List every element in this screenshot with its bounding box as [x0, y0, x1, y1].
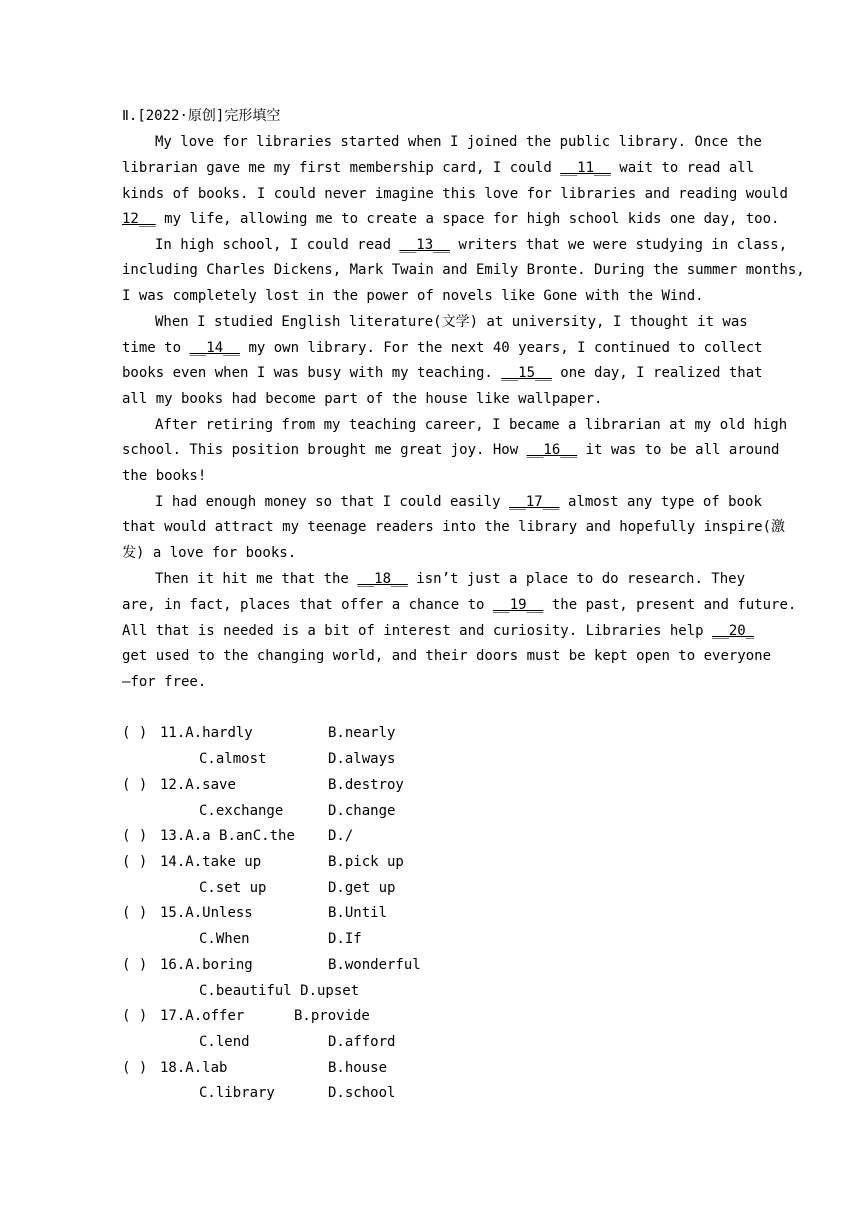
option-d: D./: [328, 828, 354, 844]
option-d: D.change: [328, 803, 396, 819]
blank-15: __15__: [501, 365, 552, 381]
blank-20: __20_: [712, 623, 755, 639]
passage-line: 发) a love for books.: [122, 545, 297, 561]
passage-line: I was completely lost in the power of novels like Gone with the Wind.: [122, 288, 704, 304]
passage-line: When I studied English literature(文学) at university, I thought it was: [155, 314, 748, 330]
passage-line: Then it hit me that the __18__ isn’t just a place to do research. They: [155, 571, 746, 587]
option-d: D.If: [328, 931, 362, 947]
passage-line: kinds of books. I could never imagine this love for libraries and reading would: [122, 186, 788, 202]
passage-line: —for free.: [122, 674, 207, 690]
blank-11: __11__: [560, 160, 611, 176]
question-number: 17.A.offer: [160, 1008, 245, 1024]
answer-paren[interactable]: ( ): [122, 905, 148, 921]
option-b: B.wonderful: [328, 957, 421, 973]
passage-line: 12__ my life, allowing me to create a space for high school kids one day, too.: [122, 211, 780, 227]
option-b: B.destroy: [328, 777, 404, 793]
question-number: 13.A.a B.anC.the: [160, 828, 295, 844]
passage-line: After retiring from my teaching career, I became a librarian at my old high: [155, 417, 788, 433]
answer-paren[interactable]: ( ): [122, 828, 148, 844]
answer-paren[interactable]: ( ): [122, 854, 148, 870]
passage-line: My love for libraries started when I joined the public library. Once the: [155, 134, 762, 150]
option-a: A.hardly: [185, 725, 253, 741]
option-a: A.Unless: [185, 905, 253, 921]
answer-paren[interactable]: ( ): [122, 957, 148, 973]
option-c: C.set up: [199, 880, 267, 896]
question-number: 14.A.take up: [160, 854, 262, 870]
passage-line: school. This position brought me great joy. How __16__ it was to be all around: [122, 442, 780, 458]
question-number: 15.A.Unless: [160, 905, 253, 921]
option-c: C.library: [199, 1085, 275, 1101]
section-header: Ⅱ.[2022·原创]完形填空: [122, 108, 281, 124]
option-c: C.When: [199, 931, 250, 947]
option-d: D.get up: [328, 880, 396, 896]
option-a: A.boring: [185, 957, 253, 973]
option-b: B.house: [328, 1060, 388, 1076]
question-number: 16.A.boring: [160, 957, 253, 973]
blank-14: __14__: [189, 340, 241, 356]
passage-line: time to __14__ my own library. For the next 40 years, I continued to collect: [122, 340, 763, 356]
passage-line: are, in fact, places that offer a chance to __19__ the past, present and future.: [122, 597, 797, 613]
passage-line: books even when I was busy with my teaching. __15__ one day, I realized that: [122, 365, 763, 381]
passage-line: librarian gave me my first membership card, I could __11__ wait to read all: [122, 160, 755, 176]
blank-12: 12__: [122, 211, 156, 227]
option-b: B.pick up: [328, 854, 404, 870]
option-b: B.nearly: [328, 725, 396, 741]
passage-line: including Charles Dickens, Mark Twain and Emily Bronte. During the summer months,: [122, 262, 805, 278]
option-cd: C.beautiful D.upset: [199, 983, 360, 999]
question-number: 18.A.lab: [160, 1060, 228, 1076]
blank-13: __13__: [399, 237, 451, 253]
passage-line: I had enough money so that I could easily __17__ almost any type of book: [155, 494, 762, 510]
passage-line: All that is needed is a bit of interest and curiosity. Libraries help __20_: [122, 623, 755, 639]
blank-16: __16__: [526, 442, 578, 458]
answer-paren[interactable]: ( ): [122, 725, 148, 741]
option-a: A.lab: [185, 1060, 228, 1076]
option-a: A.save: [185, 777, 236, 793]
question-number: 12.A.save: [160, 777, 236, 793]
passage-line: In high school, I could read __13__ writers that we were studying in class,: [155, 237, 788, 253]
option-a: A.take up: [185, 854, 262, 870]
question-number: 11.A.hardly: [160, 725, 253, 741]
passage-line: the books!: [122, 468, 207, 484]
option-abc: A.a B.anC.the: [185, 828, 295, 844]
option-a: A.offer: [185, 1008, 245, 1024]
blank-19: __19__: [492, 597, 544, 613]
answer-paren[interactable]: ( ): [122, 1008, 148, 1024]
option-b: B.Until: [328, 905, 388, 921]
blank-18: __18__: [357, 571, 408, 587]
passage-line: get used to the changing world, and their doors must be kept open to everyone: [122, 648, 772, 664]
passage-line: that would attract my teenage readers into the library and hopefully inspire(激: [122, 519, 786, 535]
option-c: C.lend: [199, 1034, 250, 1050]
option-d: D.always: [328, 751, 396, 767]
option-b: B.provide: [294, 1008, 370, 1024]
blank-17: __17__: [509, 494, 560, 510]
option-c: C.exchange: [199, 803, 284, 819]
option-d: D.school: [328, 1085, 396, 1101]
passage-line: all my books had become part of the house like wallpaper.: [122, 391, 603, 407]
option-c: C.almost: [199, 751, 267, 767]
answer-paren[interactable]: ( ): [122, 777, 148, 793]
answer-paren[interactable]: ( ): [122, 1060, 148, 1076]
option-d: D.afford: [328, 1034, 396, 1050]
